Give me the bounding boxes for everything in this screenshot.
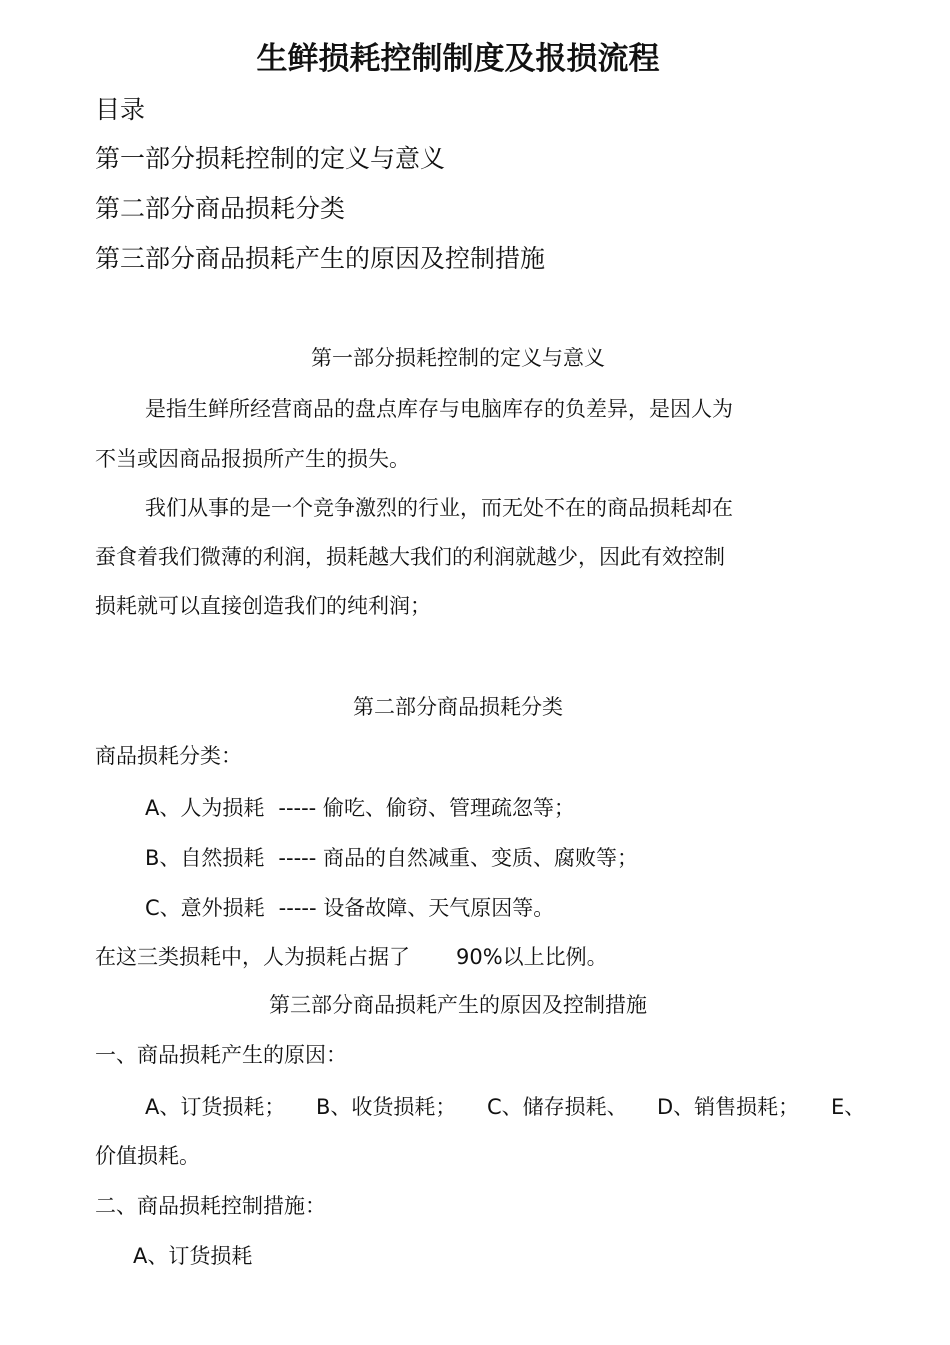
loss-type-label: B、自然损耗 bbox=[145, 846, 265, 870]
cause-item: D、销售损耗； bbox=[657, 1095, 800, 1119]
part1-para1-line1: 是指生鲜所经营商品的盘点库存与电脑库存的负差异，是因人为 bbox=[145, 397, 733, 421]
part1-heading: 第一部分损耗控制的定义与意义 bbox=[311, 346, 605, 370]
loss-type-label: A、人为损耗 bbox=[145, 796, 265, 820]
document-title: 生鲜损耗控制制度及报损流程 bbox=[256, 41, 660, 77]
loss-type-desc: ----- 设备故障、天气原因等。 bbox=[278, 896, 555, 920]
part2-summary bbox=[95, 947, 608, 968]
measure-ordering-loss: A、订货损耗 bbox=[133, 1244, 253, 1268]
part2-heading: 第二部分商品损耗分类 bbox=[353, 695, 563, 719]
loss-type-desc: ----- 商品的自然减重、变质、腐败等； bbox=[278, 846, 638, 870]
toc-item-part2: 第二部分商品损耗分类 bbox=[95, 194, 346, 223]
part2-intro: 商品损耗分类： bbox=[95, 744, 242, 768]
part3-heading: 第三部分商品损耗产生的原因及控制措施 bbox=[269, 993, 647, 1017]
toc-heading: 目录 bbox=[95, 95, 146, 124]
part1-para2-line3: 损耗就可以直接创造我们的纯利润； bbox=[95, 594, 431, 618]
part1-para2-line2: 蚕食着我们微薄的利润，损耗越大我们的利润就越少，因此有效控制 bbox=[95, 545, 725, 569]
toc-item-part1: 第一部分损耗控制的定义与意义 bbox=[95, 144, 446, 173]
causes-wrap: 价值损耗。 bbox=[95, 1144, 200, 1168]
cause-item: E、 bbox=[831, 1095, 866, 1119]
cause-item: B、收货损耗； bbox=[316, 1095, 457, 1119]
loss-type-desc: ----- 偷吃、偷窃、管理疏忽等； bbox=[278, 796, 575, 820]
cause-item: A、订货损耗； bbox=[145, 1095, 286, 1119]
loss-type-label: C、意外损耗 bbox=[145, 896, 265, 920]
summary-percent: 90%以上比例。 bbox=[456, 945, 608, 969]
cause-item: C、储存损耗、 bbox=[487, 1095, 628, 1119]
causes-heading: 一、商品损耗产生的原因： bbox=[95, 1043, 347, 1067]
loss-type-item bbox=[145, 898, 554, 919]
loss-type-item bbox=[145, 798, 575, 819]
toc-item-part3: 第三部分商品损耗产生的原因及控制措施 bbox=[95, 244, 546, 273]
part1-para1-line2: 不当或因商品报损所产生的损失。 bbox=[95, 447, 410, 471]
measures-heading: 二、商品损耗控制措施： bbox=[95, 1194, 326, 1218]
summary-text: 在这三类损耗中，人为损耗占据了 bbox=[95, 945, 410, 969]
loss-type-item bbox=[145, 848, 638, 869]
part1-para2-line1: 我们从事的是一个竞争激烈的行业，而无处不在的商品损耗却在 bbox=[145, 496, 733, 520]
